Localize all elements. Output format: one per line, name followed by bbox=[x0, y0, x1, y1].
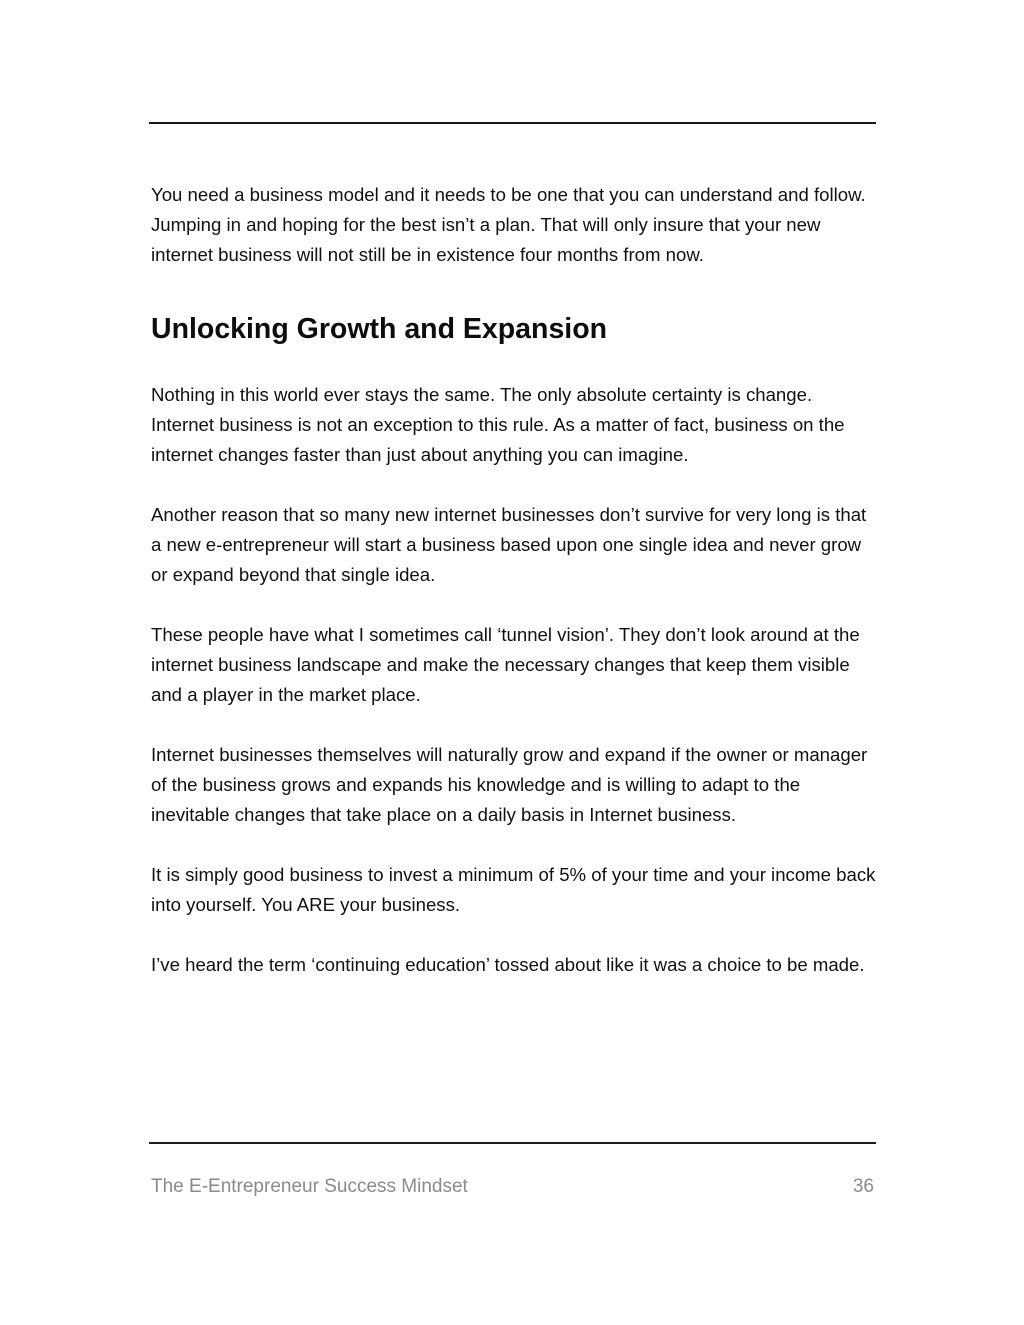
footer-page-number: 36 bbox=[852, 1176, 874, 1197]
body-paragraph-4: Internet businesses themselves will naturally grow and expand if the owner or manager of the business grows and expands his knowledge and is willing to adapt to the inevitable changes that take place on a daily basis in Internet business. bbox=[151, 744, 868, 825]
header-rule bbox=[149, 122, 876, 124]
body-paragraph-2: Another reason that so many new internet businesses don’t survive for very long is that a new e-entrepreneur will start a business based upon one single idea and never grow or expand beyond that single idea. bbox=[151, 504, 867, 585]
body-paragraph-1: Nothing in this world ever stays the same. The only absolute certainty is change. Internet business is not an exception to this rule. As a matter of fact, business on the internet changes faster than just about anything you can imagine. bbox=[151, 384, 845, 465]
body-paragraph-3: These people have what I sometimes call ‘tunnel vision’. They don’t look around at the internet business landscape and make the necessary changes that keep them visible and a player in the market place. bbox=[151, 624, 860, 705]
page-footer bbox=[151, 1174, 874, 1200]
page-body bbox=[151, 180, 879, 1010]
footer-rule bbox=[149, 1142, 876, 1144]
body-paragraph-6: I’ve heard the term ‘continuing education’ tossed about like it was a choice to be made. bbox=[151, 954, 865, 975]
section-heading: Unlocking Growth and Expansion bbox=[151, 313, 608, 345]
body-paragraph-5: It is simply good business to invest a minimum of 5% of your time and your income back into yourself. You ARE your business. bbox=[151, 864, 876, 915]
footer-book-title: The E-Entrepreneur Success Mindset bbox=[151, 1176, 468, 1197]
intro-paragraph: You need a business model and it needs to be one that you can understand and follow. Jumping in and hoping for the best isn’t a plan. That will only insure that your new internet business will not still be in existence four months from now. bbox=[151, 184, 866, 265]
